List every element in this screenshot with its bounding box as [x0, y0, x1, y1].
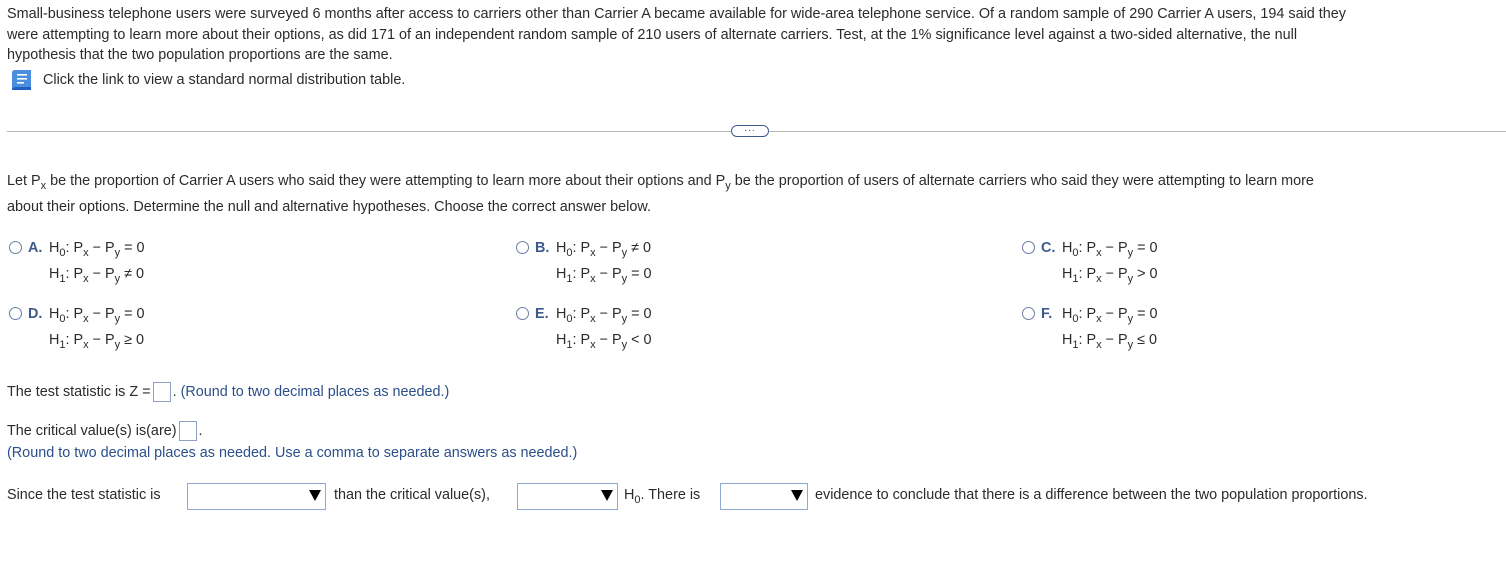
- null-hypothesis: $H_0$: $P_x - P_y = 0$: [49, 240, 145, 259]
- conclusion-text-3: $H_0$. There is: [624, 487, 701, 506]
- choice-letter: B.: [535, 240, 550, 256]
- test-statistic-label: The test statistic is Z =: [7, 384, 151, 400]
- dropdown-arrow-icon: [601, 490, 613, 501]
- critical-value-hint: (Round to two decimal places as needed. Use a comma to separate answers as needed.): [7, 445, 578, 461]
- null-hypothesis: $H_0$: $P_x - P_y = 0$: [49, 306, 145, 325]
- choice-letter: D.: [28, 306, 43, 322]
- critical-value-label: The critical value(s) is(are): [7, 423, 177, 439]
- radio-button[interactable]: [1022, 241, 1035, 254]
- radio-button[interactable]: [1022, 307, 1035, 320]
- conclusion-text-1: Since the test statistic is: [7, 487, 161, 503]
- test-statistic-hint: (Round to two decimal places as needed.): [180, 384, 450, 400]
- conclusion-text-2: than the critical value(s),: [334, 487, 490, 503]
- hypotheses: [1062, 301, 1158, 353]
- null-hypothesis: $H_0$: $P_x - P_y = 0$: [1062, 306, 1158, 325]
- hypotheses: [556, 301, 652, 353]
- book-icon: [9, 67, 35, 93]
- dropdown-arrow-icon: [309, 490, 321, 501]
- critical-value-row: The critical value(s) is(are) .: [7, 420, 203, 442]
- alternative-hypothesis: $H_1$: $P_x - P_y < 0$: [556, 332, 652, 351]
- choice-letter: C.: [1041, 240, 1056, 256]
- hypotheses: [49, 301, 145, 353]
- alternative-hypothesis: $H_1$: $P_x - P_y \ne 0$: [49, 266, 145, 285]
- null-hypothesis: $H_0$: $P_x - P_y \ne 0$: [556, 240, 652, 259]
- alternative-hypothesis: $H_1$: $P_x - P_y = 0$: [556, 266, 652, 285]
- question-text-part: be the proportion of users of alternate carriers who said they were attempting to learn more: [730, 173, 1314, 189]
- alternative-hypothesis: $H_1$: $P_x - P_y \ge 0$: [49, 332, 145, 351]
- radio-button[interactable]: [9, 307, 22, 320]
- radio-button[interactable]: [516, 241, 529, 254]
- question-text: [7, 168, 1502, 220]
- decision-dropdown[interactable]: [517, 483, 618, 510]
- null-hypothesis: $H_0$: $P_x - P_y = 0$: [556, 306, 652, 325]
- null-hypothesis: $H_0$: $P_x - P_y = 0$: [1062, 240, 1158, 259]
- alternative-hypothesis: $H_1$: $P_x - P_y \le 0$: [1062, 332, 1158, 351]
- dropdown-arrow-icon: [791, 490, 803, 501]
- choice-letter: E.: [535, 306, 549, 322]
- critical-value-input[interactable]: [179, 421, 197, 441]
- choice-letter: A.: [28, 240, 43, 256]
- expand-more-button[interactable]: [731, 125, 769, 137]
- question-text-part: be the proportion of Carrier A users who said they were attempting to learn more about their options and P: [46, 173, 726, 189]
- question-text-part: Let P: [7, 173, 41, 189]
- radio-button[interactable]: [9, 241, 22, 254]
- hypotheses: [556, 235, 652, 287]
- problem-line-3: hypothesis that the two population proportions are the same.: [7, 47, 393, 63]
- problem-statement: [7, 4, 1506, 66]
- conclusion-text-4: evidence to conclude that there is a difference between the two population proportions.: [815, 487, 1368, 503]
- normal-table-link[interactable]: [9, 67, 405, 93]
- alternative-hypothesis: $H_1$: $P_x - P_y > 0$: [1062, 266, 1158, 285]
- subscript-x: x: [40, 180, 47, 192]
- comparison-dropdown[interactable]: [187, 483, 326, 510]
- hypotheses: [49, 235, 145, 287]
- test-statistic-row: The test statistic is Z = . (Round to two decimal places as needed.): [7, 381, 449, 403]
- subscript-y: y: [725, 180, 731, 192]
- test-statistic-input[interactable]: [153, 382, 171, 402]
- hypotheses: [1062, 235, 1158, 287]
- question-line-2: about their options. Determine the null and alternative hypotheses. Choose the correct answer below.: [7, 199, 651, 215]
- normal-table-link-label[interactable]: Click the link to view a standard normal distribution table.: [43, 72, 406, 88]
- problem-line-2: were attempting to learn more about their options, as did 171 of an independent random sample of 210 users of alternate carriers. Test, at the 1% significance level against a two-sided alternative, the null: [7, 26, 1298, 43]
- more-dots-icon: ...: [744, 123, 756, 134]
- radio-button[interactable]: [516, 307, 529, 320]
- choice-letter: F.: [1041, 306, 1053, 322]
- problem-line-1: Small-business telephone users were surveyed 6 months after access to carriers other than Carrier A became available for wide-area telephone service. Of a random sample of 290 Carrier A users, 194 said they: [7, 6, 1347, 22]
- evidence-dropdown[interactable]: [720, 483, 808, 510]
